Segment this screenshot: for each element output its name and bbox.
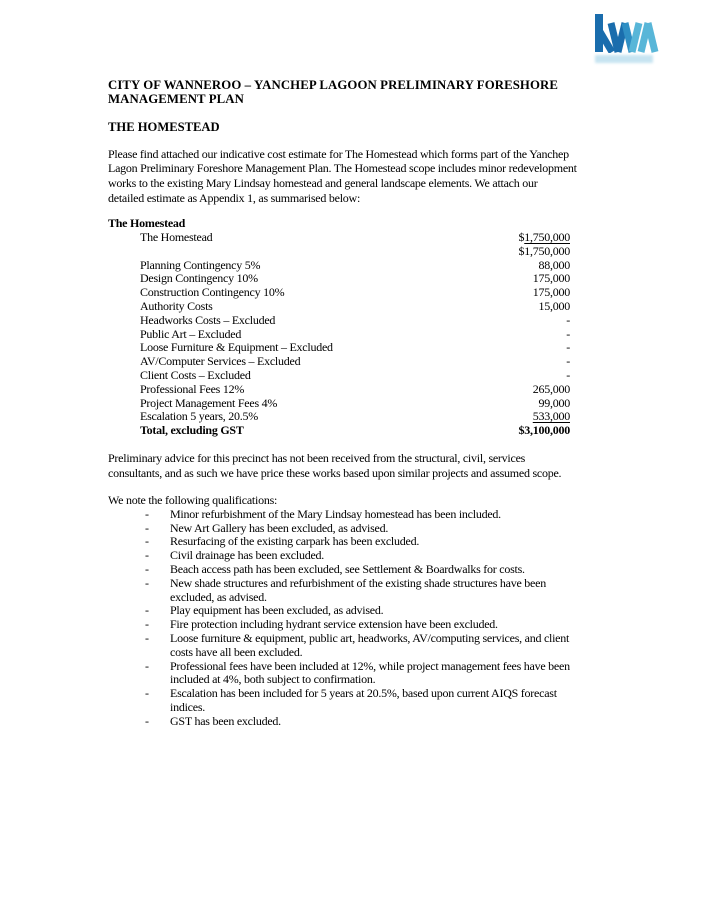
bullet-dash: - bbox=[145, 686, 149, 701]
bullet-dash: - bbox=[145, 713, 149, 728]
text-line: Beach access path has been excluded, see Settlement & Boardwalks for costs. bbox=[170, 561, 525, 576]
bullet-dash: - bbox=[145, 520, 149, 535]
cost-row-label: Headworks Costs – Excluded bbox=[140, 312, 276, 327]
cost-row-value: 175,000 bbox=[532, 285, 570, 300]
cost-row-label: AV/Computer Services – Excluded bbox=[140, 354, 301, 369]
text-line: excluded, as advised. bbox=[170, 589, 267, 604]
cost-row bbox=[108, 355, 570, 369]
bullet-dash: - bbox=[145, 575, 149, 590]
cost-row-label: Design Contingency 10% bbox=[140, 271, 258, 286]
cost-row bbox=[108, 245, 570, 259]
text-line: Preliminary advice for this precinct has not been received from the structural, civil, services bbox=[108, 451, 526, 466]
text-line: New Art Gallery has been excluded, as advised. bbox=[170, 520, 389, 535]
text-line: Minor refurbishment of the Mary Lindsay homestead has been included. bbox=[170, 506, 501, 521]
bullet-dash: - bbox=[145, 658, 149, 673]
text-line: Civil drainage has been excluded. bbox=[170, 548, 325, 563]
cost-row bbox=[108, 328, 570, 342]
cost-row bbox=[108, 383, 570, 397]
cost-row-value: 88,000 bbox=[538, 257, 570, 272]
bullet-dash: - bbox=[145, 630, 149, 645]
cost-row bbox=[108, 410, 570, 424]
qualifications-list bbox=[108, 508, 610, 729]
cost-table bbox=[108, 217, 570, 438]
cost-row-label: Construction Contingency 10% bbox=[140, 285, 285, 300]
text-line: indices. bbox=[170, 699, 205, 714]
section-heading: THE HOMESTEAD bbox=[108, 119, 220, 134]
text-line: detailed estimate as Appendix 1, as summarised below: bbox=[108, 190, 361, 205]
text-line: Escalation has been included for 5 years at 20.5%, based upon current AIQS forecast bbox=[170, 686, 557, 701]
text-line: CITY OF WANNEROO – YANCHEP LAGOON PRELIMINARY FORESHORE bbox=[108, 78, 559, 92]
qualification-item bbox=[108, 687, 610, 715]
cost-row-value: - bbox=[566, 354, 570, 369]
document-title bbox=[108, 78, 610, 107]
cost-row bbox=[108, 231, 570, 245]
qualification-item bbox=[108, 618, 610, 632]
cost-row-value: 175,000 bbox=[532, 271, 570, 286]
qualification-item bbox=[108, 660, 610, 688]
qualification-item bbox=[108, 549, 610, 563]
cost-row-value: 533,000 bbox=[532, 409, 570, 424]
text-line: Lagon Preliminary Foreshore Management Plan. The Homestead scope includes minor redevelopment bbox=[108, 161, 577, 176]
text-line: Professional fees have been included at 12%, while project management fees have been bbox=[170, 658, 570, 673]
cost-row-value: $1,750,000 bbox=[518, 243, 570, 258]
cost-row-label: Planning Contingency 5% bbox=[140, 257, 261, 272]
intro-paragraph bbox=[108, 147, 610, 205]
text-line: Play equipment has been excluded, as advised. bbox=[170, 603, 384, 618]
bullet-dash: - bbox=[145, 506, 149, 521]
text-line: Please find attached our indicative cost estimate for The Homestead which forms part of the Yanchep bbox=[108, 146, 569, 161]
cost-row bbox=[108, 397, 570, 411]
text-line: GST has been excluded. bbox=[170, 713, 281, 728]
cost-row-label: Authority Costs bbox=[140, 299, 213, 314]
text-line: Fire protection including hydrant service extension have been excluded. bbox=[170, 617, 498, 632]
cost-row bbox=[108, 272, 570, 286]
bullet-dash: - bbox=[145, 603, 149, 618]
cost-row-value: - bbox=[566, 312, 570, 327]
cost-row-value: - bbox=[566, 368, 570, 383]
qualification-item bbox=[108, 577, 610, 605]
qualification-item bbox=[108, 563, 610, 577]
text-line: costs have all been excluded. bbox=[170, 644, 303, 659]
qualification-item bbox=[108, 535, 610, 549]
cost-row bbox=[108, 259, 570, 273]
cost-row bbox=[108, 300, 570, 314]
cost-table-heading: The Homestead bbox=[108, 216, 186, 231]
cost-row bbox=[108, 424, 570, 438]
cost-row bbox=[108, 369, 570, 383]
cost-row-label: Total, excluding GST bbox=[140, 423, 244, 438]
text-line: Resurfacing of the existing carpark has been excluded. bbox=[170, 534, 420, 549]
cost-row-value: - bbox=[566, 326, 570, 341]
bullet-dash: - bbox=[145, 561, 149, 576]
cost-row-value: 15,000 bbox=[538, 299, 570, 314]
bullet-dash: - bbox=[145, 617, 149, 632]
cost-row-label: Professional Fees 12% bbox=[140, 381, 245, 396]
cost-row-label: Public Art – Excluded bbox=[140, 326, 242, 341]
cost-row-label: Escalation 5 years, 20.5% bbox=[140, 409, 259, 424]
text-line: included at 4%, both subject to confirmation. bbox=[170, 672, 376, 687]
qualifications-heading: We note the following qualifications: bbox=[108, 493, 278, 508]
cost-row-label: Loose Furniture & Equipment – Excluded bbox=[140, 340, 333, 355]
cost-row-label: Client Costs – Excluded bbox=[140, 368, 251, 383]
text-line: Loose furniture & equipment, public art, headworks, AV/computing services, and client bbox=[170, 630, 570, 645]
cost-row-label: The Homestead bbox=[140, 230, 213, 245]
cost-row-value: $3,100,000 bbox=[518, 423, 570, 438]
qualification-item bbox=[108, 715, 610, 729]
cost-table-rows bbox=[108, 231, 570, 438]
text-line: MANAGEMENT PLAN bbox=[108, 92, 244, 107]
cost-row-value: 265,000 bbox=[532, 381, 570, 396]
text-line: consultants, and as such we have price these works based upon similar projects and assumed scope. bbox=[108, 465, 562, 480]
cost-row-value: - bbox=[566, 340, 570, 355]
qualification-item bbox=[108, 604, 610, 618]
cost-row bbox=[108, 286, 570, 300]
text-line: New shade structures and refurbishment of the existing shade structures have been bbox=[170, 575, 546, 590]
advice-paragraph bbox=[108, 451, 610, 480]
cost-row-label bbox=[108, 245, 140, 259]
document-content bbox=[108, 0, 610, 729]
qualification-item bbox=[108, 632, 610, 660]
bullet-dash: - bbox=[145, 534, 149, 549]
qualification-item bbox=[108, 508, 610, 522]
cost-row-label: Project Management Fees 4% bbox=[140, 395, 278, 410]
cost-row-value: $1,750,000 bbox=[518, 230, 570, 245]
cost-row bbox=[108, 341, 570, 355]
cost-row bbox=[108, 314, 570, 328]
bullet-dash: - bbox=[145, 548, 149, 563]
qualification-item bbox=[108, 522, 610, 536]
text-line: works to the existing Mary Lindsay homestead and general landscape elements. We attach our bbox=[108, 176, 538, 191]
cost-row-value: 99,000 bbox=[538, 395, 570, 410]
